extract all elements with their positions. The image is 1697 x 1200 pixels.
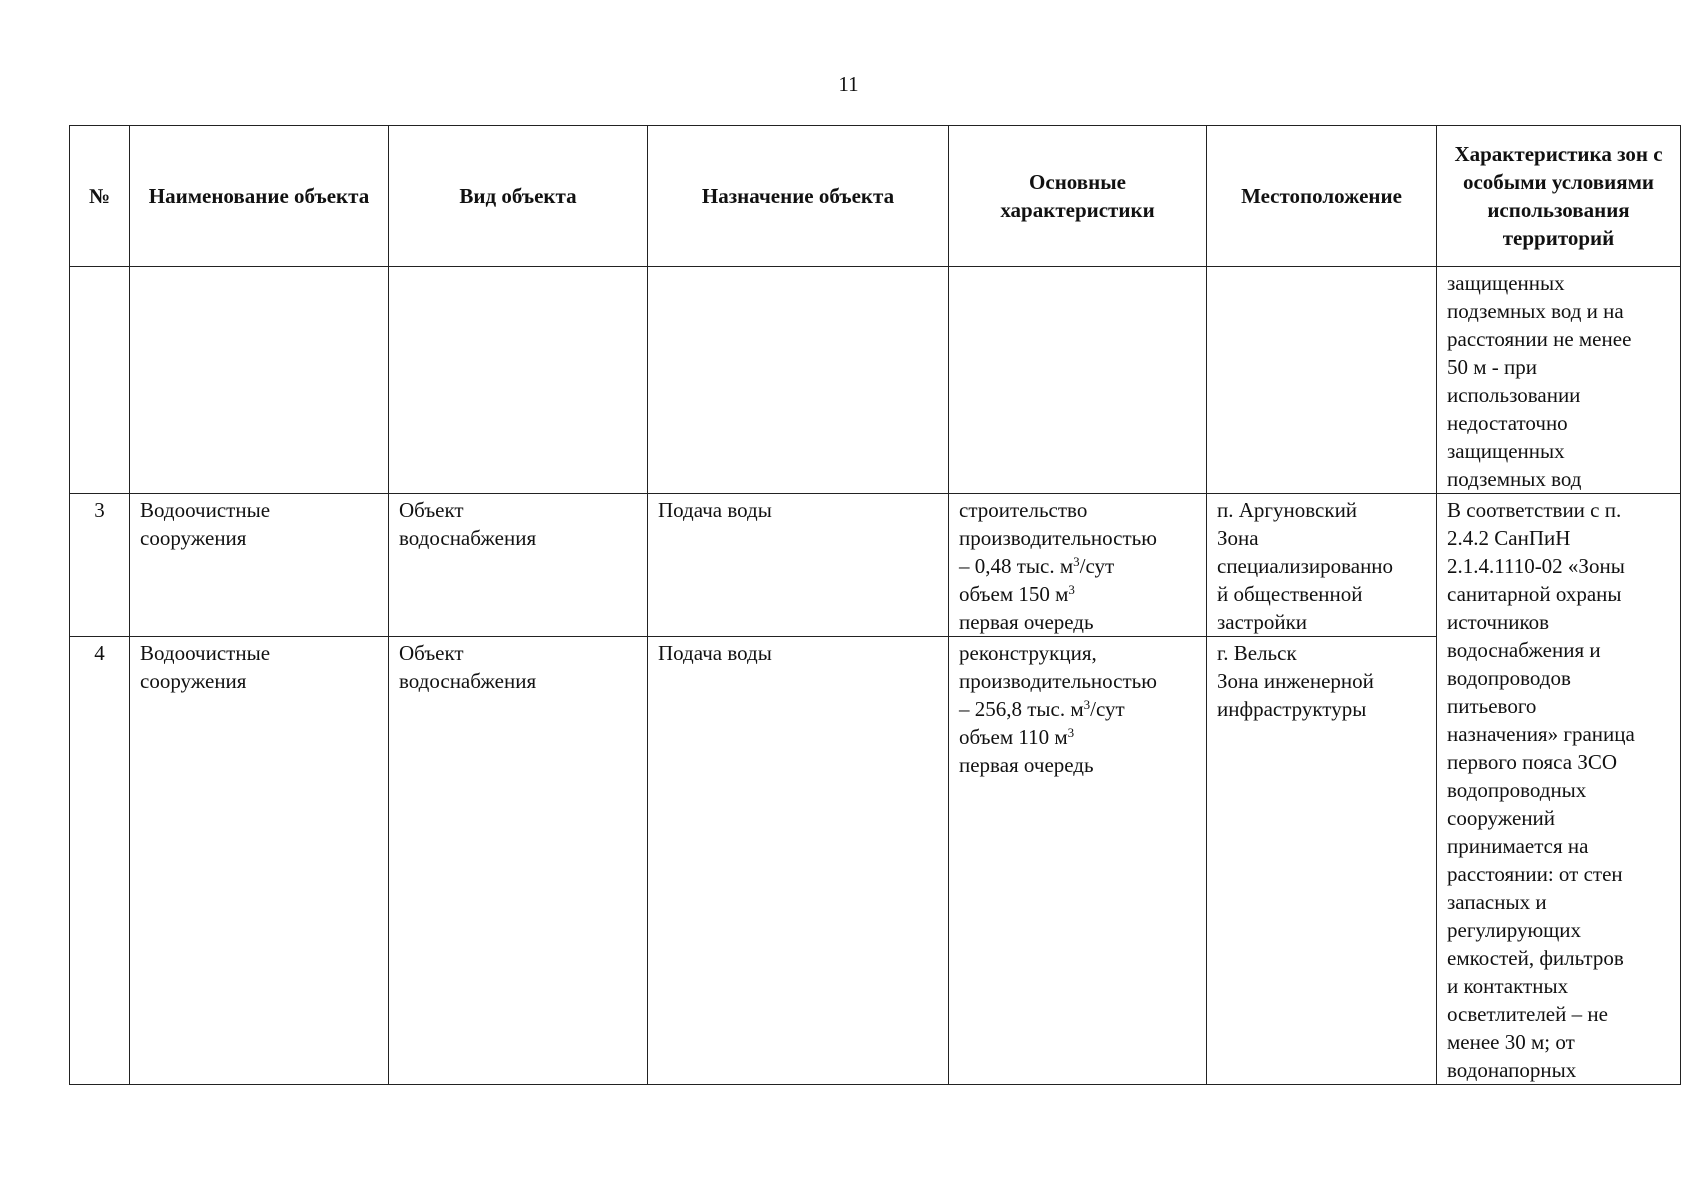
zone-line: 2.1.4.1110-02 «Зоны [1447, 554, 1625, 578]
zone-line: менее 30 м; от [1447, 1030, 1575, 1054]
row-type [389, 637, 648, 1085]
char-line [959, 723, 1196, 751]
zone-line: защищенных [1447, 271, 1565, 295]
header-purpose: Назначение объекта [648, 126, 949, 267]
zone-line: осветлителей – не [1447, 1002, 1608, 1026]
header-zones: Характеристика зон с особыми условиями использования территорий [1437, 126, 1681, 267]
name-line: сооружения [140, 669, 247, 693]
header-name: Наименование объекта [130, 126, 389, 267]
zone-line: расстоянии: от стен [1447, 862, 1623, 886]
zone-line: подземных вод [1447, 467, 1582, 491]
cont-zones [1437, 267, 1681, 494]
location-line: Зона инженерной [1217, 669, 1374, 693]
char-line: первая очередь [959, 610, 1094, 634]
zone-line: сооружений [1447, 806, 1556, 830]
location-line: застройки [1217, 610, 1308, 634]
char-line: реконструкция, [959, 641, 1097, 665]
char-line: производительностью [959, 669, 1157, 693]
type-line: водоснабжения [399, 669, 537, 693]
zone-line: водоснабжения и [1447, 638, 1601, 662]
zone-line: недостаточно [1447, 411, 1568, 435]
zone-line: назначения» граница [1447, 722, 1635, 746]
zone-line: принимается на [1447, 834, 1589, 858]
page-number: 11 [838, 72, 859, 96]
header-location: Местоположение [1207, 126, 1437, 267]
row-name [130, 637, 389, 1085]
cont-characteristics [949, 267, 1207, 494]
char-text: /сут [1090, 697, 1125, 721]
zone-line: водопроводных [1447, 778, 1587, 802]
location-line: Зона [1217, 526, 1259, 550]
name-line: сооружения [140, 526, 247, 550]
char-line [959, 580, 1196, 608]
zone-line: защищенных [1447, 439, 1565, 463]
continuation-row [70, 267, 1681, 494]
char-text: объем 150 м [959, 582, 1069, 606]
zone-line: запасных и [1447, 890, 1547, 914]
cont-num [70, 267, 130, 494]
superscript: 3 [1068, 582, 1075, 597]
zone-line: водопроводов [1447, 666, 1571, 690]
name-line: Водоочистные [140, 498, 271, 522]
row-num: 4 [70, 637, 130, 1085]
location-line: специализированно [1217, 554, 1394, 578]
zone-line: расстоянии не менее [1447, 327, 1632, 351]
zone-line: В соответствии с п. [1447, 498, 1622, 522]
char-line: строительство [959, 498, 1088, 522]
row-num: 3 [70, 494, 130, 637]
row-location [1207, 637, 1437, 1085]
header-type: Вид объекта [389, 126, 648, 267]
zone-line: водонапорных [1447, 1058, 1577, 1082]
location-line: й общественной [1217, 582, 1363, 606]
zone-line: использовании [1447, 383, 1581, 407]
header-num: № [70, 126, 130, 267]
location-line: г. Вельск [1217, 641, 1297, 665]
char-line: первая очередь [959, 753, 1094, 777]
superscript: 3 [1067, 725, 1075, 740]
zone-line: 2.4.2 СанПиН [1447, 526, 1571, 550]
zone-line: 50 м - при [1447, 355, 1538, 379]
type-line: водоснабжения [399, 526, 537, 550]
type-line: Объект [399, 498, 464, 522]
row-characteristics [949, 637, 1207, 1085]
char-line: производительностью [959, 526, 1157, 550]
char-text: объем 110 м [959, 725, 1068, 749]
row-location [1207, 494, 1437, 637]
zone-line: подземных вод и на [1447, 299, 1624, 323]
cont-purpose [648, 267, 949, 494]
cont-location [1207, 267, 1437, 494]
table-header-row [70, 126, 1681, 267]
cont-type [389, 267, 648, 494]
row-zones [1437, 494, 1681, 1085]
row-type [389, 494, 648, 637]
zone-line: питьевого [1447, 694, 1537, 718]
row-characteristics [949, 494, 1207, 637]
zone-line: санитарной охраны [1447, 582, 1622, 606]
superscript: 3 [1083, 697, 1091, 712]
objects-table [69, 125, 1681, 1085]
char-line [959, 695, 1196, 723]
location-line: инфраструктуры [1217, 697, 1367, 721]
zone-line: и контактных [1447, 974, 1569, 998]
location-line: п. Аргуновский [1217, 498, 1358, 522]
type-line: Объект [399, 641, 464, 665]
name-line: Водоочистные [140, 641, 271, 665]
zone-line: емкостей, фильтров [1447, 946, 1624, 970]
superscript: 3 [1073, 554, 1080, 569]
char-text: /сут [1079, 554, 1115, 578]
zone-line: первого пояса ЗСО [1447, 750, 1618, 774]
row-name [130, 494, 389, 637]
header-characteristics: Основные характеристики [949, 126, 1207, 267]
row-purpose: Подача воды [648, 637, 949, 1085]
zone-line: регулирующих [1447, 918, 1582, 942]
row-purpose: Подача воды [648, 494, 949, 637]
char-text: – 0,48 тыс. м [959, 554, 1074, 578]
table-row [70, 494, 1681, 637]
char-line [959, 552, 1196, 580]
zone-line: источников [1447, 610, 1550, 634]
cont-name [130, 267, 389, 494]
char-text: – 256,8 тыс. м [959, 697, 1084, 721]
